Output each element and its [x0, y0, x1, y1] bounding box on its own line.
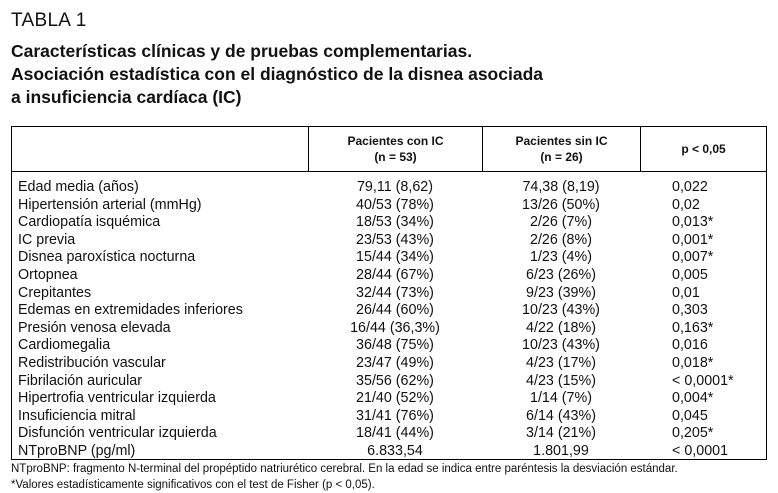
row-label: Disfunción ventricular izquierda	[18, 425, 217, 442]
row-label: Ortopnea	[18, 266, 78, 283]
row-label: Redistribución vascular	[18, 354, 166, 371]
value-con-ic: 28/44 (67%)	[356, 266, 434, 283]
value-con-ic: 31/41 (76%)	[356, 407, 434, 424]
value-con-ic: 79,11 (8,62)	[356, 179, 434, 195]
value-sin-ic: 6/14 (43%)	[526, 407, 596, 424]
row-label: Disnea paroxística nocturna	[18, 249, 196, 266]
row-label: Presión venosa elevada	[18, 319, 171, 336]
table-row	[12, 302, 766, 320]
p-value: 0,005	[672, 266, 708, 283]
table-row	[12, 355, 766, 373]
table-row	[12, 179, 766, 197]
p-value: 0,163*	[672, 319, 714, 336]
table-row	[12, 197, 766, 215]
value-sin-ic: 1/23 (4%)	[530, 249, 592, 266]
table-row	[12, 337, 766, 355]
table-row	[12, 267, 766, 285]
header-sin-ic-n: (n = 26)	[540, 150, 583, 164]
header-con-ic	[309, 127, 482, 171]
p-value: < 0,0001*	[672, 372, 734, 389]
p-value: 0,303	[672, 302, 708, 319]
value-sin-ic: 1/14 (7%)	[530, 390, 592, 407]
footnote: NTproBNP: fragmento N-terminal del propéptido natriurético cerebral. En la edad se indica entre paréntesis la desviación estándar.	[11, 463, 678, 475]
value-con-ic: 23/47 (49%)	[356, 354, 434, 371]
p-value: 0,007*	[672, 249, 714, 266]
value-sin-ic: 10/23 (43%)	[522, 302, 600, 319]
table-label: TABLA 1	[11, 10, 87, 31]
table-footnotes	[11, 461, 678, 493]
value-con-ic: 21/40 (52%)	[356, 390, 434, 407]
value-sin-ic: 10/23 (43%)	[522, 337, 600, 354]
table-row	[12, 408, 766, 426]
value-con-ic: 40/53 (78%)	[356, 196, 434, 213]
p-value: < 0,0001	[672, 442, 729, 459]
value-con-ic: 6.833,54	[367, 442, 423, 459]
value-sin-ic: 13/26 (50%)	[522, 196, 600, 213]
value-sin-ic: 6/23 (26%)	[526, 266, 596, 283]
table-row	[12, 320, 766, 338]
row-label: Cardiomegalia	[18, 337, 111, 354]
header-p-value-label: p < 0,05	[681, 142, 726, 156]
table-row	[12, 232, 766, 250]
value-con-ic: 26/44 (60%)	[356, 302, 434, 319]
header-con-ic-n: (n = 53)	[374, 150, 417, 164]
row-label: Cardiopatía isquémica	[18, 214, 161, 231]
value-sin-ic: 4/23 (17%)	[526, 354, 596, 371]
value-sin-ic: 3/14 (21%)	[526, 425, 596, 442]
p-value: 0,022	[672, 179, 708, 195]
p-value: 0,01	[672, 284, 700, 301]
value-con-ic: 23/53 (43%)	[356, 231, 434, 248]
title-line: Asociación estadística con el diagnóstico de la disnea asociada	[11, 64, 543, 84]
value-sin-ic: 1.801,99	[533, 442, 589, 459]
p-value: 0,016	[672, 337, 708, 354]
row-label: NTproBNP (pg/ml)	[18, 442, 136, 459]
p-value: 0,02	[672, 196, 700, 213]
data-table	[11, 126, 767, 460]
title-line: Características clínicas y de pruebas complementarias.	[11, 41, 473, 61]
value-con-ic: 18/53 (34%)	[356, 214, 434, 231]
p-value: 0,205*	[672, 425, 714, 442]
row-label: IC previa	[18, 231, 76, 248]
table-row	[12, 443, 766, 461]
row-label: Hipertrofia ventricular izquierda	[18, 390, 216, 407]
table-row	[12, 285, 766, 303]
table-header	[12, 127, 766, 172]
table-row	[12, 249, 766, 267]
title-line: a insuficiencia cardíaca (IC)	[11, 87, 242, 107]
row-label: Edad media (años)	[18, 179, 139, 195]
p-value: 0,013*	[672, 214, 714, 231]
value-con-ic: 35/56 (62%)	[356, 372, 434, 389]
value-sin-ic: 74,38 (8,19)	[522, 179, 600, 195]
value-con-ic: 32/44 (73%)	[356, 284, 434, 301]
footnote: *Valores estadísticamente significativos con el test de Fisher (p < 0,05).	[11, 479, 375, 491]
table-row	[12, 214, 766, 232]
table-row	[12, 373, 766, 391]
header-sin-ic	[483, 127, 640, 171]
header-sin-ic-title: Pacientes sin IC	[515, 134, 608, 148]
p-value: 0,018*	[672, 354, 714, 371]
row-label: Edemas en extremidades inferiores	[18, 302, 243, 319]
p-value: 0,045	[672, 407, 708, 424]
row-label: Insuficiencia mitral	[18, 407, 136, 424]
table-row	[12, 425, 766, 443]
table-body	[12, 179, 766, 461]
value-con-ic: 15/44 (34%)	[356, 249, 434, 266]
value-con-ic: 16/44 (36,3%)	[350, 319, 440, 336]
table-row	[12, 390, 766, 408]
value-con-ic: 18/41 (44%)	[356, 425, 434, 442]
header-p-value	[641, 127, 766, 171]
value-con-ic: 36/48 (75%)	[356, 337, 434, 354]
table-title	[11, 40, 751, 109]
header-con-ic-title: Pacientes con IC	[347, 134, 444, 148]
value-sin-ic: 9/23 (39%)	[526, 284, 596, 301]
value-sin-ic: 4/22 (18%)	[526, 319, 596, 336]
p-value: 0,001*	[672, 231, 714, 248]
value-sin-ic: 2/26 (7%)	[530, 214, 592, 231]
row-label: Hipertensión arterial (mmHg)	[18, 196, 202, 213]
value-sin-ic: 4/23 (15%)	[526, 372, 596, 389]
row-label: Fibrilación auricular	[18, 372, 142, 389]
p-value: 0,004*	[672, 390, 714, 407]
value-sin-ic: 2/26 (8%)	[530, 231, 592, 248]
row-label: Crepitantes	[18, 284, 92, 301]
